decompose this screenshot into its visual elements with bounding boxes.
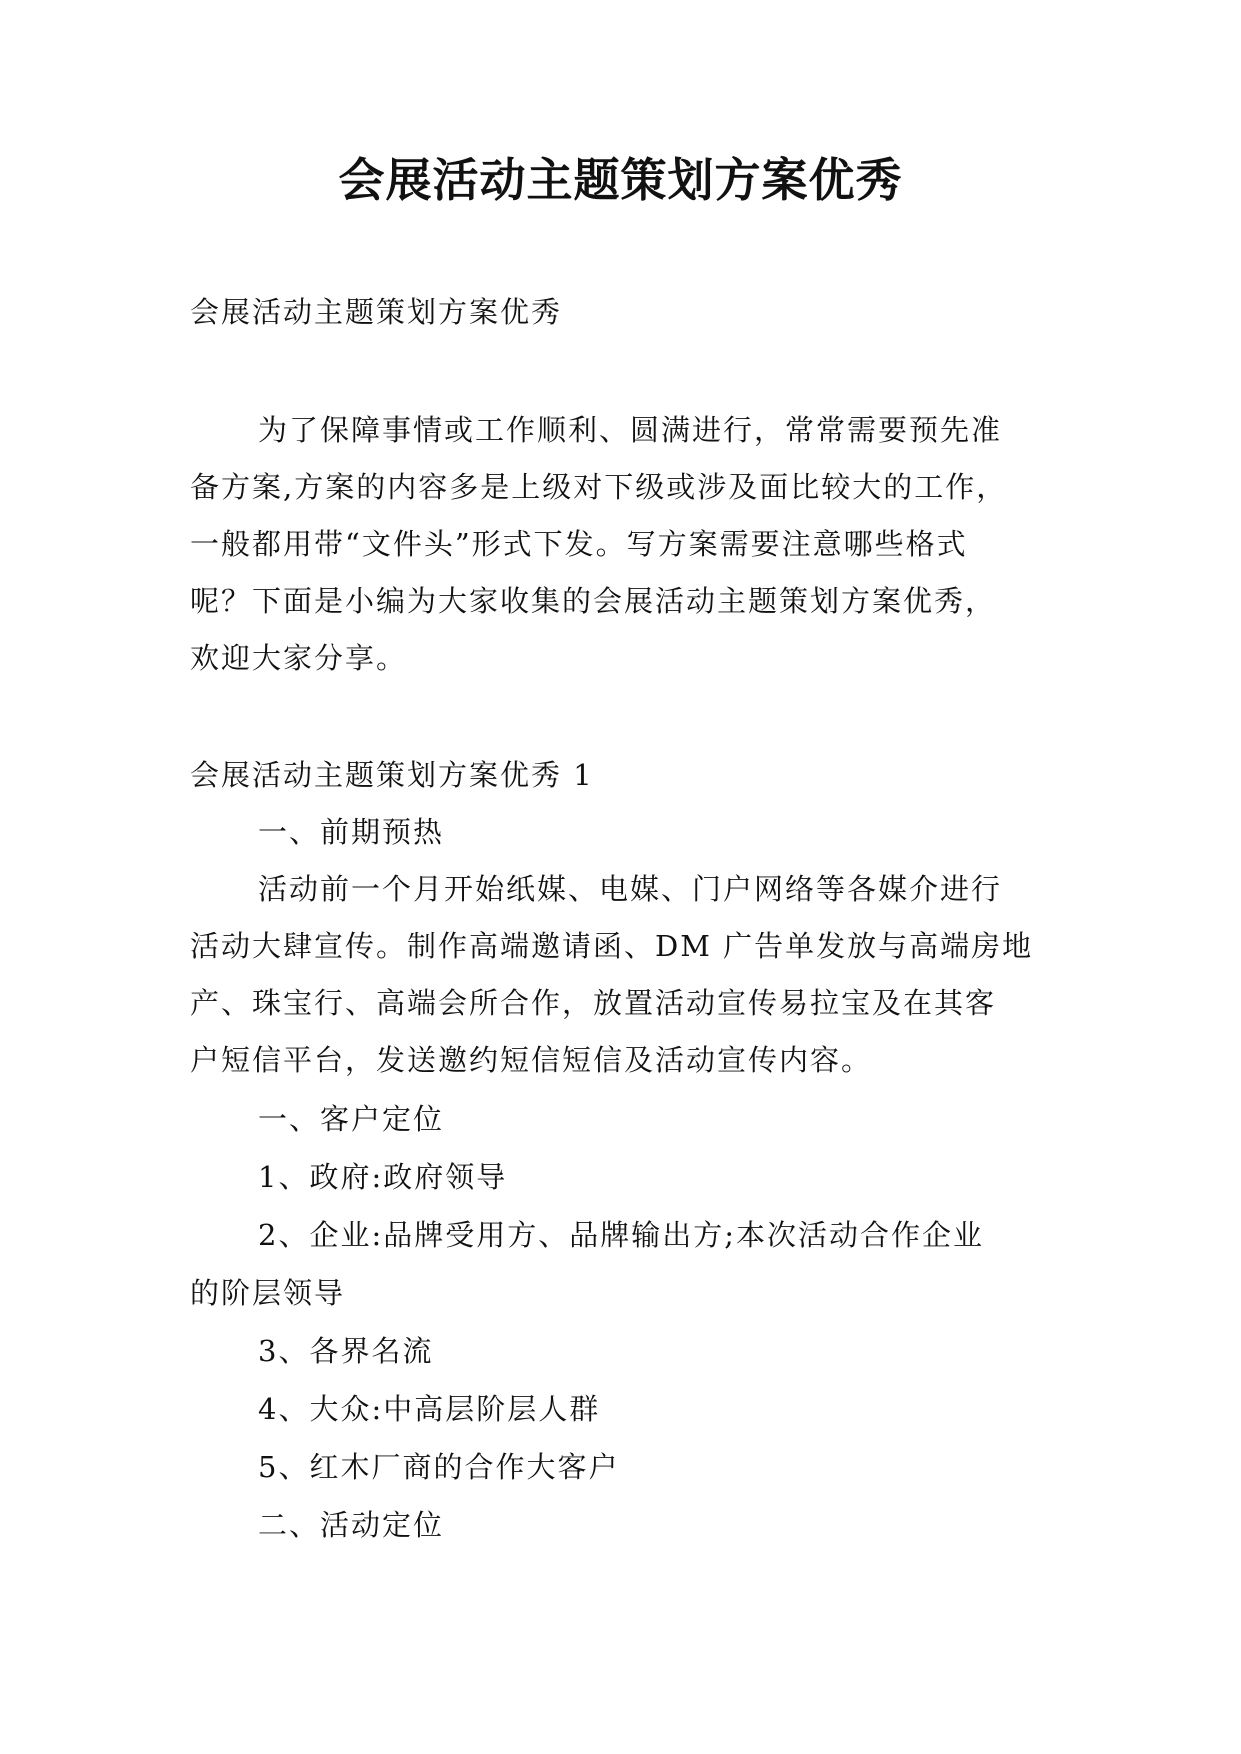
document-subtitle: 会展活动主题策划方案优秀 [190,295,563,329]
list-item-1: 1、政府:政府领导 [258,1160,508,1194]
intro-line-1: 为了保障事情或工作顺利、圆满进行，常常需要预先准 [258,413,1003,447]
section-heading: 会展活动主题策划方案优秀 1 [190,758,594,792]
activity-heading: 二、活动定位 [258,1508,445,1542]
warmup-line-2: 活动大肆宣传。制作高端邀请函、DM 广告单发放与高端房地 [190,929,1034,963]
warmup-line-3: 产、珠宝行、高端会所合作，放置活动宣传易拉宝及在其客 [190,986,997,1020]
intro-line-5: 欢迎大家分享。 [190,641,408,675]
list-item-4: 4、大众:中高层阶层人群 [258,1392,601,1426]
list-item-3: 3、各界名流 [258,1334,434,1368]
list-item-2-line-1: 2、企业:品牌受用方、品牌输出方;本次活动合作企业 [258,1218,984,1252]
intro-line-2: 备方案,方案的内容多是上级对下级或涉及面比较大的工作， [190,470,1008,504]
customer-heading: 一、客户定位 [258,1102,445,1136]
list-item-5: 5、红木厂商的合作大客户 [258,1450,620,1484]
intro-line-4: 呢？下面是小编为大家收集的会展活动主题策划方案优秀， [190,584,997,618]
list-item-2-line-2: 的阶层领导 [190,1276,346,1310]
warmup-line-4: 户短信平台，发送邀约短信短信及活动宣传内容。 [190,1043,873,1077]
intro-line-3: 一般都用带“文件头”形式下发。写方案需要注意哪些格式 [190,527,968,561]
page-title: 会展活动主题策划方案优秀 [338,153,903,207]
warmup-heading: 一、前期预热 [258,815,445,849]
warmup-line-1: 活动前一个月开始纸媒、电媒、门户网络等各媒介进行 [258,872,1003,906]
